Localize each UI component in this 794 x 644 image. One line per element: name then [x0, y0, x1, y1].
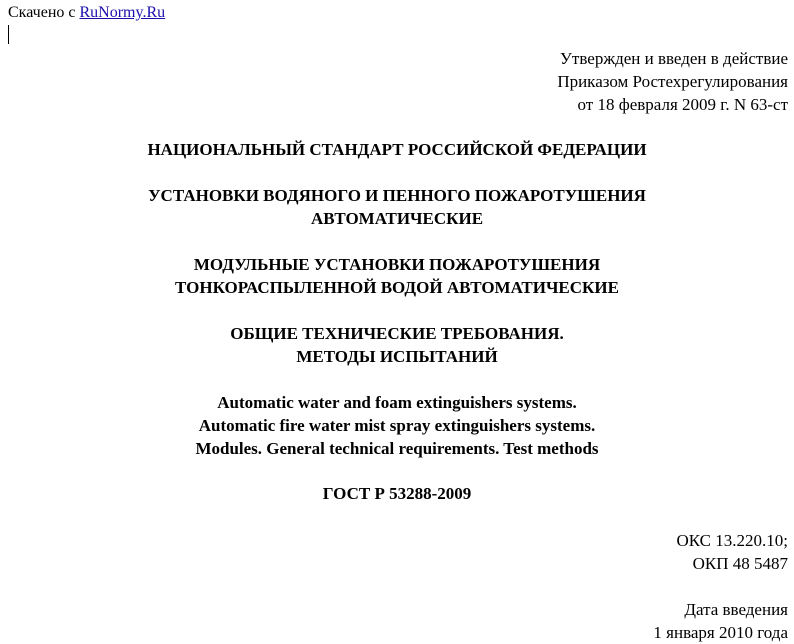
title-heading-3	[0, 322, 794, 368]
heading1-line-2: АВТОМАТИЧЕСКИЕ	[310, 209, 484, 228]
english-line-1: Automatic water and foam extinguishers systems.	[217, 393, 577, 412]
national-standard-heading	[0, 138, 794, 161]
heading3-line-2: МЕТОДЫ ИСПЫТАНИЙ	[296, 347, 498, 366]
approval-line-1: Утвержден и введен в действие	[559, 49, 788, 68]
download-prefix: Скачено с	[8, 4, 76, 21]
effective-date-label: Дата введения	[684, 600, 788, 619]
classification-block	[676, 529, 788, 575]
runormy-link[interactable]: RuNormy.Ru	[79, 4, 166, 21]
effective-date-block	[653, 598, 788, 644]
heading3-line-1: ОБЩИЕ ТЕХНИЧЕСКИЕ ТРЕБОВАНИЯ.	[230, 324, 564, 343]
heading2-line-1: МОДУЛЬНЫЕ УСТАНОВКИ ПОЖАРОТУШЕНИЯ	[193, 255, 601, 274]
english-line-2: Automatic fire water mist spray extinguishers systems.	[198, 416, 596, 435]
gost-number-text: ГОСТ Р 53288-2009	[322, 484, 472, 503]
download-source-line	[8, 3, 165, 23]
approval-block	[557, 47, 788, 116]
okp-code: ОКП 48 5487	[692, 554, 788, 573]
approval-line-3: от 18 февраля 2009 г. N 63-ст	[577, 95, 788, 114]
heading1-line-1: УСТАНОВКИ ВОДЯНОГО И ПЕННОГО ПОЖАРОТУШЕНИЯ	[148, 186, 646, 205]
oks-code: ОКС 13.220.10;	[676, 531, 788, 550]
national-standard-text: НАЦИОНАЛЬНЫЙ СТАНДАРТ РОССИЙСКОЙ ФЕДЕРАЦИИ	[147, 140, 647, 159]
english-line-3: Modules. General technical requirements. Test methods	[195, 439, 599, 458]
effective-date-value: 1 января 2010 года	[653, 623, 788, 642]
gost-number	[0, 482, 794, 505]
title-heading-2	[0, 253, 794, 299]
approval-line-2: Приказом Ростехрегулирования	[557, 72, 788, 91]
title-heading-1	[0, 184, 794, 230]
heading2-line-2: ТОНКОРАСПЫЛЕННОЙ ВОДОЙ АВТОМАТИЧЕСКИЕ	[175, 278, 619, 297]
english-title	[0, 391, 794, 460]
text-cursor	[8, 25, 9, 44]
